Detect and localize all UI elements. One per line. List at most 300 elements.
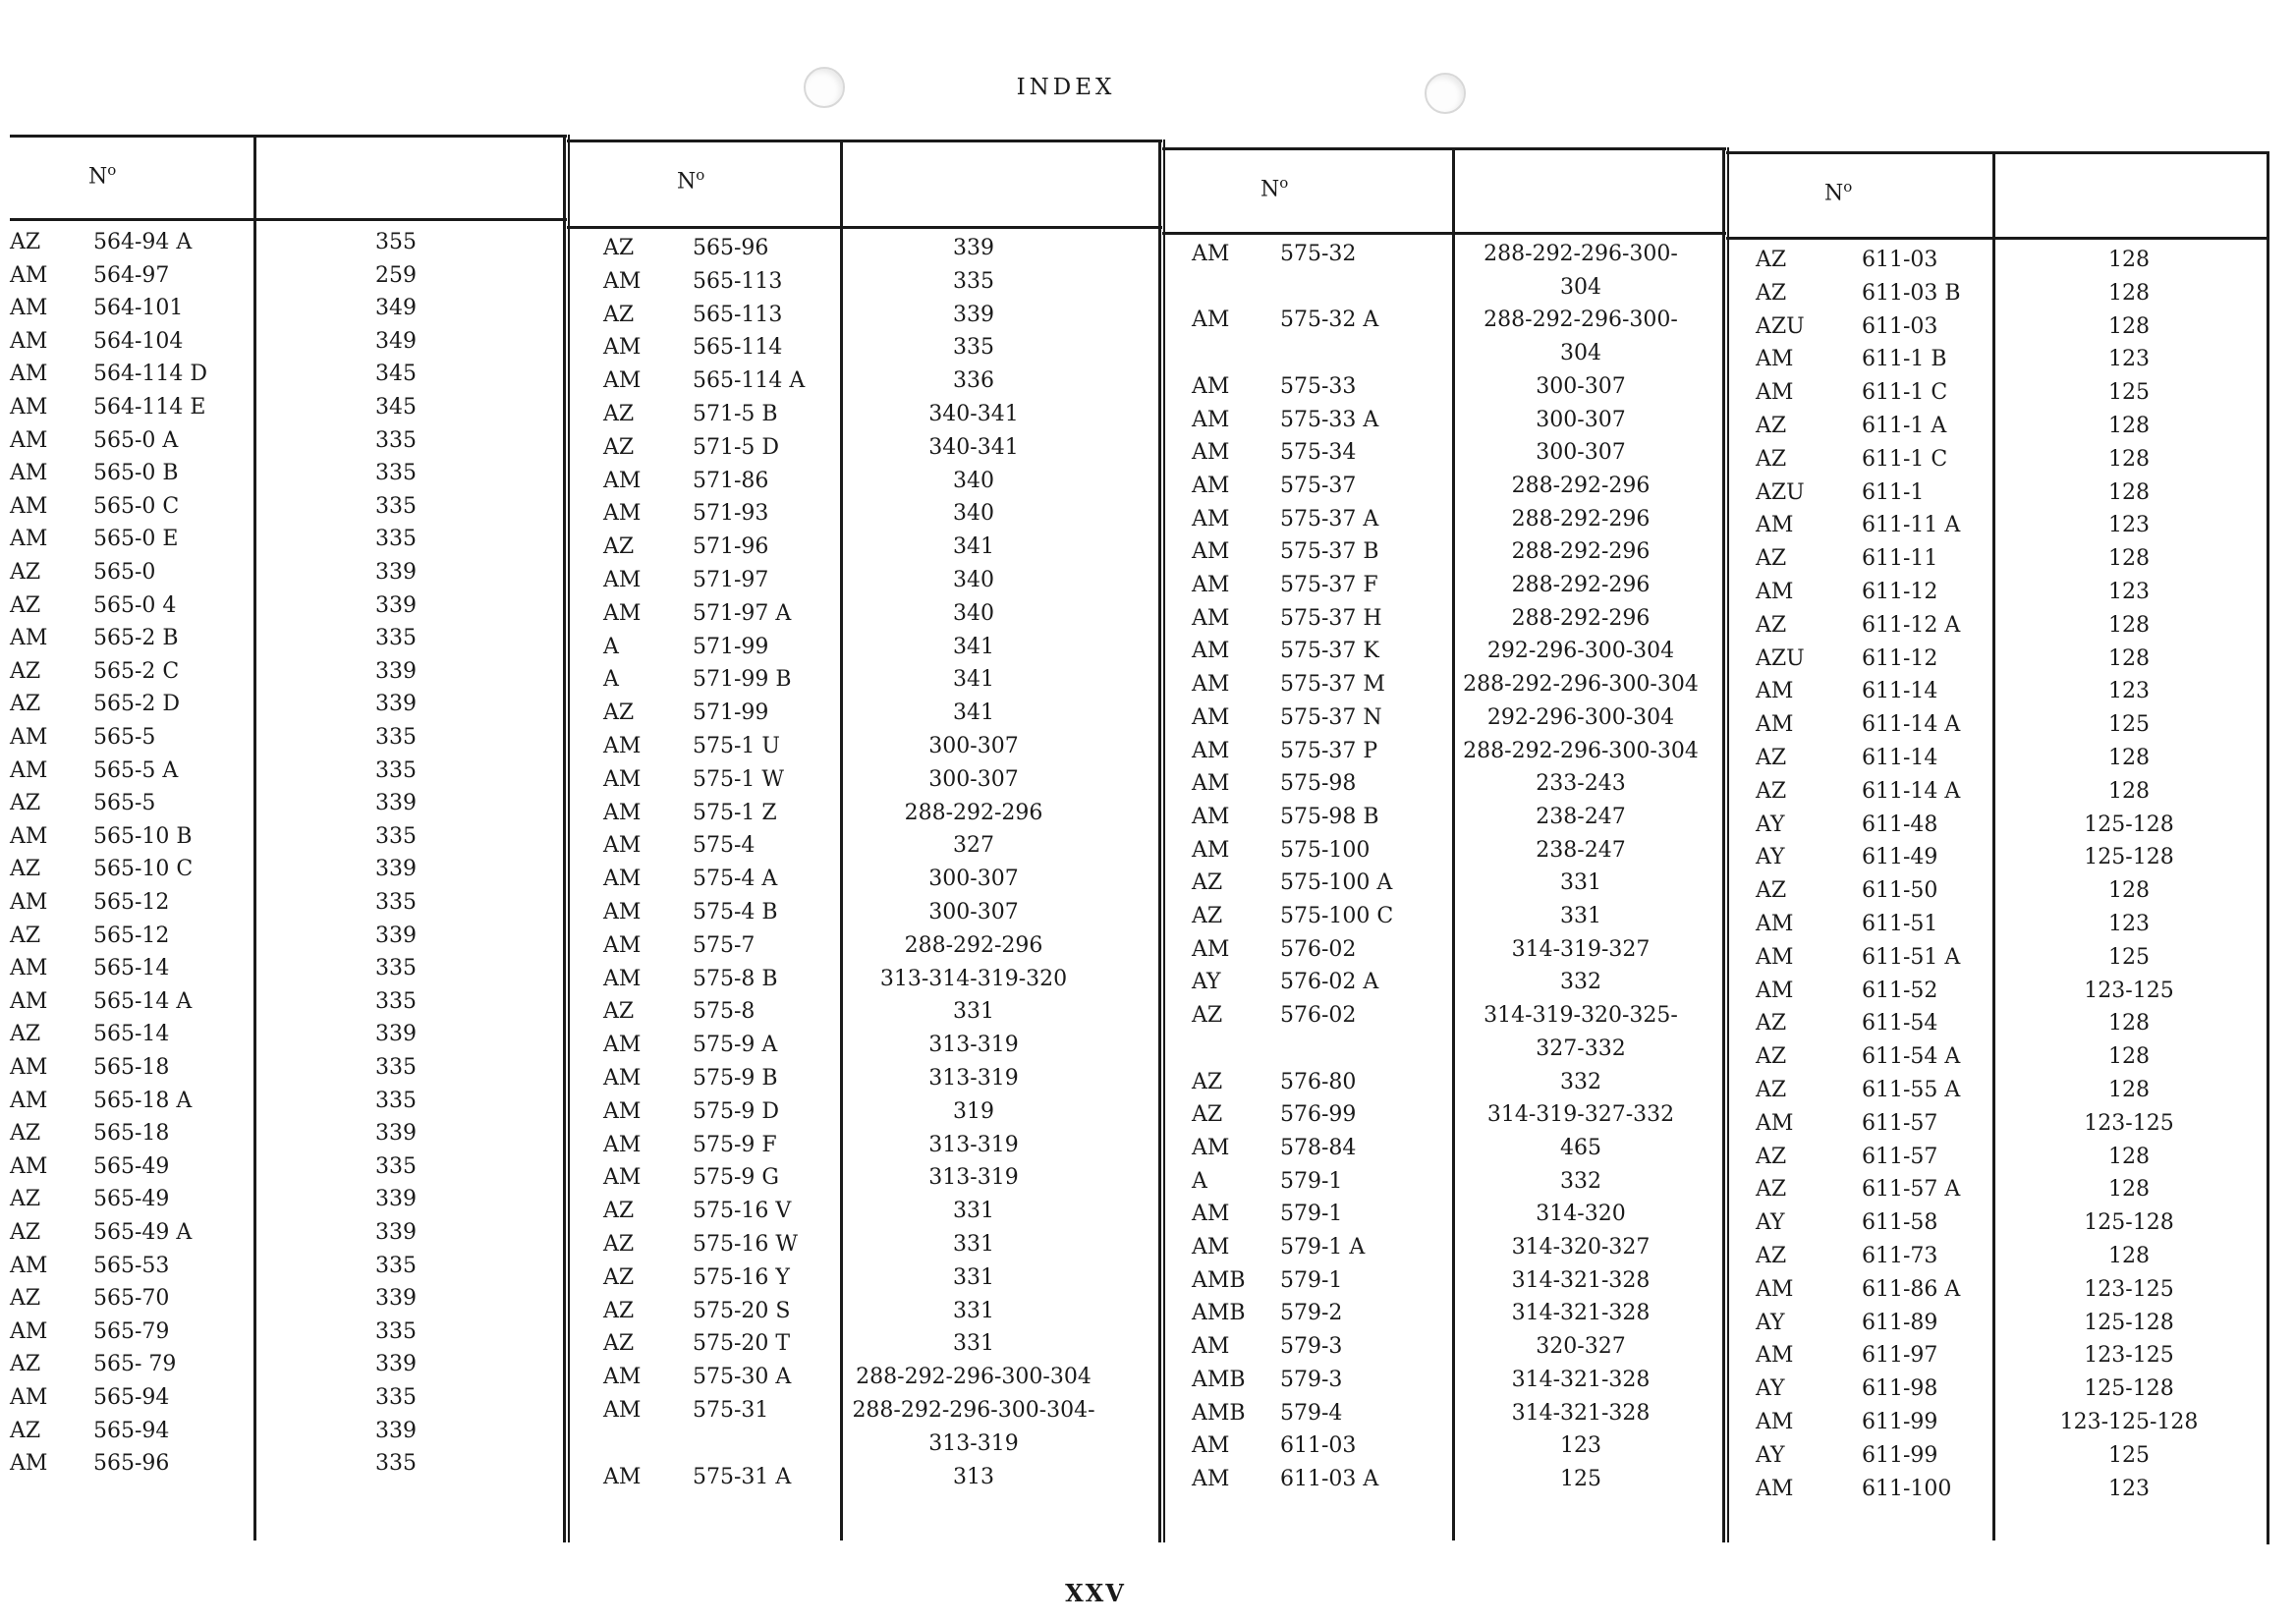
index-row [567, 1033, 1162, 1066]
index-row [1162, 771, 1726, 805]
reference-number: 575-37 F [1280, 573, 1378, 597]
index-column-2 [567, 0, 1162, 1542]
reference-number: 565-94 [93, 1418, 170, 1443]
reference-number: 611-54 [1862, 1011, 1938, 1036]
page-references: 339 [375, 1121, 417, 1147]
series-prefix: AZ [10, 1121, 41, 1147]
index-row [1162, 838, 1726, 871]
page-references: 335 [375, 1451, 417, 1477]
index-row [1726, 281, 2269, 314]
index-row [1726, 712, 2269, 746]
series-prefix: AZ [1756, 746, 1787, 770]
index-row [1726, 1244, 2269, 1277]
index-row [1726, 979, 2269, 1012]
reference-number: 611-12 A [1862, 612, 1961, 638]
page-references: 339 [375, 791, 417, 816]
reference-number: 575-16 V [693, 1199, 792, 1224]
index-row [567, 1365, 1162, 1398]
reference-number: 565-10 B [93, 823, 193, 849]
page-references: 292-296-300-304 [1486, 639, 1675, 664]
reference-number: 611-11 [1862, 546, 1938, 572]
index-row [1162, 1401, 1726, 1434]
header-label: N [1824, 181, 1844, 206]
header-label: N [1260, 177, 1280, 202]
index-row [1726, 580, 2269, 613]
series-prefix: AZ [1192, 904, 1223, 928]
series-prefix: AM [1192, 1135, 1230, 1160]
series-prefix: AY [1756, 1310, 1785, 1335]
index-row [10, 1154, 567, 1188]
index-row [1726, 1376, 2269, 1410]
index-row [10, 1022, 567, 1055]
index-row [1162, 672, 1726, 705]
reference-number: 565-5 [93, 725, 156, 750]
series-prefix: AZ [1756, 414, 1787, 438]
series-prefix: AZU [1756, 313, 1805, 339]
reference-number: 571-99 [693, 634, 769, 659]
series-prefix: AM [603, 1132, 642, 1157]
index-row [1162, 1368, 1726, 1401]
reference-number: 565-12 [93, 890, 170, 915]
header-superscript: o [107, 161, 117, 179]
reference-number: 576-80 [1280, 1069, 1357, 1094]
reference-number: 611-55 A [1862, 1078, 1961, 1102]
series-prefix: AZ [603, 1331, 635, 1357]
page-references: 339 [953, 302, 994, 327]
index-row [1162, 606, 1726, 640]
series-prefix: AZ [10, 857, 41, 882]
page-references: 300-307 [1536, 407, 1626, 432]
page-references: 288-292-296-300- [1484, 308, 1678, 333]
page-references: 288-292-296-300-304 [1463, 672, 1699, 698]
index-row [1726, 945, 2269, 979]
index-row [1162, 1102, 1726, 1136]
series-prefix: AZ [10, 560, 41, 585]
series-prefix: AM [10, 1451, 48, 1477]
page-references: 331 [953, 1264, 994, 1290]
reference-number: 575-37 [1280, 473, 1357, 498]
series-prefix: AZ [1756, 446, 1787, 472]
series-prefix: AZU [1756, 479, 1805, 505]
index-row [1162, 1003, 1726, 1036]
series-prefix: AM [10, 527, 48, 552]
series-prefix: AM [1756, 380, 1794, 406]
series-prefix: AM [1192, 672, 1230, 698]
index-row [567, 1232, 1162, 1265]
series-prefix: AM [10, 725, 48, 750]
index-row [1162, 1268, 1726, 1302]
reference-number: 576-02 [1280, 936, 1357, 962]
reference-number: 579-2 [1280, 1301, 1343, 1326]
index-row [567, 967, 1162, 1000]
header-superscript: o [1279, 174, 1289, 192]
index-row [1726, 1210, 2269, 1244]
series-prefix: AMB [1192, 1367, 1246, 1392]
reference-number: 575-8 B [693, 966, 778, 991]
index-row [1726, 546, 2269, 580]
page-references: 128 [2108, 1244, 2150, 1268]
series-prefix: AM [1192, 639, 1230, 664]
page-references: 335 [375, 1318, 417, 1344]
reference-number: 579-4 [1280, 1400, 1343, 1426]
page-references: 335 [375, 757, 417, 783]
reference-number: 575-20 T [693, 1331, 791, 1357]
page-references: 327 [953, 833, 994, 859]
index-row [1162, 1301, 1726, 1334]
index-row [1162, 1235, 1726, 1268]
page-references: 288-292-296 [904, 932, 1043, 958]
reference-number: 579-3 [1280, 1367, 1343, 1392]
reference-number: 565-49 A [93, 1220, 193, 1245]
page-references: 340 [953, 501, 994, 527]
series-prefix: AM [1756, 580, 1794, 604]
reference-number: 575-37 M [1280, 672, 1385, 698]
page-references: 300-307 [928, 900, 1019, 924]
reference-number: 565-114 A [693, 368, 806, 394]
page-references: 332 [1560, 970, 1601, 995]
reference-number: 575-37 B [1280, 539, 1379, 565]
page-references: 238-247 [1536, 804, 1626, 829]
index-row [1726, 1078, 2269, 1111]
page-title: INDEX [1016, 75, 1116, 100]
reference-number: 564-114 D [93, 362, 208, 387]
reference-number: 611-03 [1280, 1433, 1357, 1459]
index-row [10, 1254, 567, 1287]
series-prefix: AM [10, 296, 48, 321]
reference-number: 611-03 A [1280, 1466, 1379, 1491]
page-references: 327-332 [1536, 1036, 1626, 1061]
index-row [1726, 1111, 2269, 1145]
page-references: 332 [1560, 1069, 1601, 1094]
page-references: 128 [2108, 746, 2150, 770]
series-prefix: AM [10, 461, 48, 486]
series-prefix: AM [1192, 1202, 1230, 1227]
index-row [1162, 739, 1726, 772]
series-prefix: AM [1192, 373, 1230, 399]
index-row [1162, 1334, 1726, 1368]
page-references: 123-125 [2084, 1343, 2174, 1369]
page-references: 125 [2108, 944, 2150, 970]
page-references: 125-128 [2084, 1310, 2174, 1335]
series-prefix: AZ [603, 1199, 635, 1224]
page-references: 345 [375, 362, 417, 387]
reference-number: 611-12 [1862, 580, 1938, 604]
index-row [1726, 480, 2269, 514]
series-prefix: AM [10, 823, 48, 849]
reference-number: 575-33 A [1280, 407, 1379, 432]
index-row [1726, 1477, 2269, 1510]
page-references: 259 [375, 262, 417, 288]
reference-number: 571-86 [693, 468, 769, 493]
index-row [10, 824, 567, 858]
page-references: 128 [2108, 645, 2150, 671]
series-prefix: AM [603, 1165, 642, 1191]
index-row [567, 1465, 1162, 1498]
series-prefix: AM [1192, 440, 1230, 466]
page-references: 319 [953, 1098, 994, 1124]
index-row [1726, 347, 2269, 380]
series-prefix: AZ [603, 700, 635, 726]
series-prefix: AZ [10, 1352, 41, 1377]
index-row [1726, 746, 2269, 779]
series-prefix: AMB [1192, 1301, 1246, 1326]
index-row [567, 900, 1162, 933]
page-references: 128 [2108, 313, 2150, 339]
page-references: 123 [2108, 347, 2150, 372]
index-row [1162, 242, 1726, 275]
index-row [10, 1286, 567, 1319]
index-row [10, 230, 567, 263]
series-prefix: AM [1756, 1343, 1794, 1369]
index-row [1726, 646, 2269, 680]
page-references: 335 [375, 1153, 417, 1179]
page-references: 339 [375, 592, 417, 618]
page-references: 123 [2108, 679, 2150, 704]
header-label: N [88, 164, 108, 190]
series-prefix: A [603, 634, 619, 659]
index-row [1726, 314, 2269, 348]
page-references: 233-243 [1536, 771, 1626, 797]
header-label: N [677, 169, 697, 195]
reference-number: 565-70 [93, 1286, 170, 1312]
page-references: 292-296-300-304 [1486, 704, 1675, 730]
page-references: 331 [1560, 904, 1601, 928]
index-row [1162, 805, 1726, 838]
series-prefix: AZ [1756, 280, 1787, 306]
reference-number: 565-96 [693, 236, 769, 260]
page-references: 340 [953, 468, 994, 493]
index-row [1162, 1036, 1726, 1070]
page-references: 341 [953, 700, 994, 726]
reference-number: 575-1 W [693, 766, 785, 792]
series-prefix: AM [1756, 1110, 1794, 1136]
reference-number: 575-37 H [1280, 605, 1382, 631]
reference-number: 611-1 B [1862, 347, 1947, 372]
index-row [10, 1352, 567, 1385]
series-prefix: AZ [603, 402, 635, 426]
series-prefix: AM [10, 1253, 48, 1278]
reference-number: 611-73 [1862, 1244, 1938, 1268]
series-prefix: AZ [1756, 1244, 1787, 1268]
series-prefix: A [603, 667, 619, 693]
index-row [567, 867, 1162, 900]
series-prefix: AZ [603, 1232, 635, 1257]
series-prefix: AM [1192, 771, 1230, 797]
reference-number: 565-79 [93, 1318, 170, 1344]
page-references: 339 [375, 1220, 417, 1245]
page-references: 128 [2108, 1144, 2150, 1169]
page-references: 125-128 [2084, 812, 2174, 837]
reference-number: 611-11 A [1862, 513, 1961, 538]
page-references: 288-292-296-300-304- [852, 1398, 1095, 1423]
index-row [567, 534, 1162, 568]
series-prefix: AZ [10, 658, 41, 684]
index-row [1726, 513, 2269, 546]
index-row [1162, 1433, 1726, 1467]
series-prefix: AM [10, 1055, 48, 1080]
index-row [10, 1451, 567, 1484]
index-row [1162, 1070, 1726, 1103]
index-row [1726, 613, 2269, 646]
reference-number: 611-50 [1862, 878, 1938, 904]
reference-number: 579-1 [1280, 1202, 1343, 1227]
reference-number: 611-57 A [1862, 1177, 1961, 1203]
reference-number: 575-9 D [693, 1098, 780, 1124]
reference-number: 565-18 [93, 1055, 170, 1080]
reference-number: 611-51 [1862, 912, 1938, 936]
series-prefix: AZ [1756, 612, 1787, 638]
page-references: 288-292-296-300-304 [1463, 738, 1699, 763]
index-row [1162, 970, 1726, 1003]
page-references: 125 [2108, 712, 2150, 738]
reference-number: 579-1 [1280, 1267, 1343, 1293]
page-references: 335 [375, 1088, 417, 1113]
series-prefix: AM [603, 501, 642, 527]
series-prefix: AY [1756, 1376, 1785, 1402]
reference-number: 565-0 E [93, 527, 179, 552]
series-prefix: AZ [1192, 1069, 1223, 1094]
page-references: 313-319 [928, 1430, 1019, 1456]
index-row [10, 296, 567, 329]
index-row [567, 801, 1162, 834]
page-references: 313-319 [928, 1066, 1019, 1091]
series-prefix: AZ [1756, 1144, 1787, 1169]
series-prefix: AM [1756, 1476, 1794, 1501]
series-prefix: AZ [603, 1298, 635, 1323]
series-prefix: AM [1192, 506, 1230, 532]
page-references: 300-307 [928, 734, 1019, 758]
index-row [10, 857, 567, 890]
series-prefix: AM [10, 988, 48, 1014]
series-prefix: AM [1192, 804, 1230, 829]
reference-number: 565-2 D [93, 692, 181, 717]
series-prefix: AZ [1756, 878, 1787, 904]
header-top-rule [1726, 151, 2269, 154]
reference-number: 611-54 A [1862, 1044, 1961, 1070]
reference-number: 565-0 C [93, 493, 180, 519]
index-row [1162, 440, 1726, 474]
index-row [10, 890, 567, 924]
index-row [567, 1066, 1162, 1099]
series-prefix: AM [1192, 308, 1230, 333]
index-row [567, 601, 1162, 635]
number-column-header [677, 166, 704, 194]
series-prefix: AZ [603, 434, 635, 460]
page-references: 123 [2108, 912, 2150, 936]
series-prefix: AM [1192, 407, 1230, 432]
reference-number: 564-97 [93, 262, 170, 288]
page-references: 123 [2108, 513, 2150, 538]
index-row [1162, 1467, 1726, 1500]
index-row [1726, 845, 2269, 878]
index-row [567, 1199, 1162, 1232]
series-prefix: AM [10, 427, 48, 453]
reference-number: 571-97 [693, 568, 769, 592]
series-prefix: AM [1756, 347, 1794, 372]
index-row [1162, 1136, 1726, 1169]
reference-number: 575-32 A [1280, 308, 1379, 333]
reference-number: 575-4 B [693, 900, 778, 924]
index-row [10, 725, 567, 758]
page-references: 288-292-296-300-304 [856, 1365, 1092, 1390]
index-row [567, 335, 1162, 368]
index-row [1162, 573, 1726, 606]
series-prefix: AZ [10, 923, 41, 948]
page-references: 123-125 [2084, 1110, 2174, 1136]
series-prefix: AZ [1756, 546, 1787, 572]
series-prefix: AM [10, 956, 48, 981]
page-references: 331 [953, 1298, 994, 1323]
index-column-3 [1162, 0, 1726, 1542]
page-references: 314-321-328 [1511, 1400, 1651, 1426]
header-bottom-rule [567, 226, 1162, 229]
page-references: 313-319 [928, 1033, 1019, 1058]
series-prefix: AM [1192, 704, 1230, 730]
reference-number: 576-02 A [1280, 970, 1379, 995]
page-references: 331 [953, 1232, 994, 1257]
page-references: 335 [375, 988, 417, 1014]
index-row [10, 659, 567, 693]
page-references: 128 [2108, 414, 2150, 438]
series-prefix: AM [1192, 1334, 1230, 1360]
reference-number: 611-86 A [1862, 1276, 1961, 1302]
page-references: 341 [953, 667, 994, 693]
index-row [10, 494, 567, 528]
reference-number: 565-14 [93, 1022, 170, 1047]
header-superscript: o [696, 166, 705, 184]
reference-number: 611-14 A [1862, 778, 1961, 804]
page-references: 300-307 [928, 766, 1019, 792]
reference-number: 565-18 A [93, 1088, 193, 1113]
page-references: 314-320 [1536, 1202, 1626, 1227]
page-references: 125 [1560, 1466, 1601, 1491]
series-prefix: AM [603, 966, 642, 991]
index-row [10, 362, 567, 395]
index-row [567, 1165, 1162, 1199]
page-references: 288-292-296 [1511, 573, 1651, 597]
reference-number: 575-4 [693, 833, 756, 859]
page-references: 335 [375, 890, 417, 915]
page-references: 304 [1560, 274, 1601, 300]
series-prefix: AZ [1756, 1078, 1787, 1102]
reference-number: 575-34 [1280, 440, 1357, 466]
series-prefix: AM [603, 833, 642, 859]
reference-number: 565-0 A [93, 427, 179, 453]
reference-number: 575-30 A [693, 1365, 792, 1390]
series-prefix: AM [10, 362, 48, 387]
series-prefix: AM [1192, 573, 1230, 597]
page-references: 288-292-296 [1511, 605, 1651, 631]
page-references: 125 [2108, 1442, 2150, 1468]
page-references: 125-128 [2084, 1210, 2174, 1236]
series-prefix: AY [1192, 970, 1221, 995]
series-prefix: AM [10, 262, 48, 288]
reference-number: 565-49 [93, 1187, 170, 1212]
reference-number: 611-99 [1862, 1410, 1938, 1434]
page-references: 335 [953, 335, 994, 361]
series-prefix: AM [1192, 1235, 1230, 1260]
reference-number: 575-9 G [693, 1165, 779, 1191]
series-prefix: AM [1756, 1410, 1794, 1434]
reference-number: 578-84 [1280, 1135, 1357, 1160]
index-row [10, 428, 567, 462]
index-row [1162, 374, 1726, 408]
series-prefix: AM [10, 395, 48, 420]
index-row [1162, 639, 1726, 672]
page-references: 300-307 [1536, 440, 1626, 466]
series-prefix: AM [10, 1153, 48, 1179]
index-row [10, 1220, 567, 1254]
